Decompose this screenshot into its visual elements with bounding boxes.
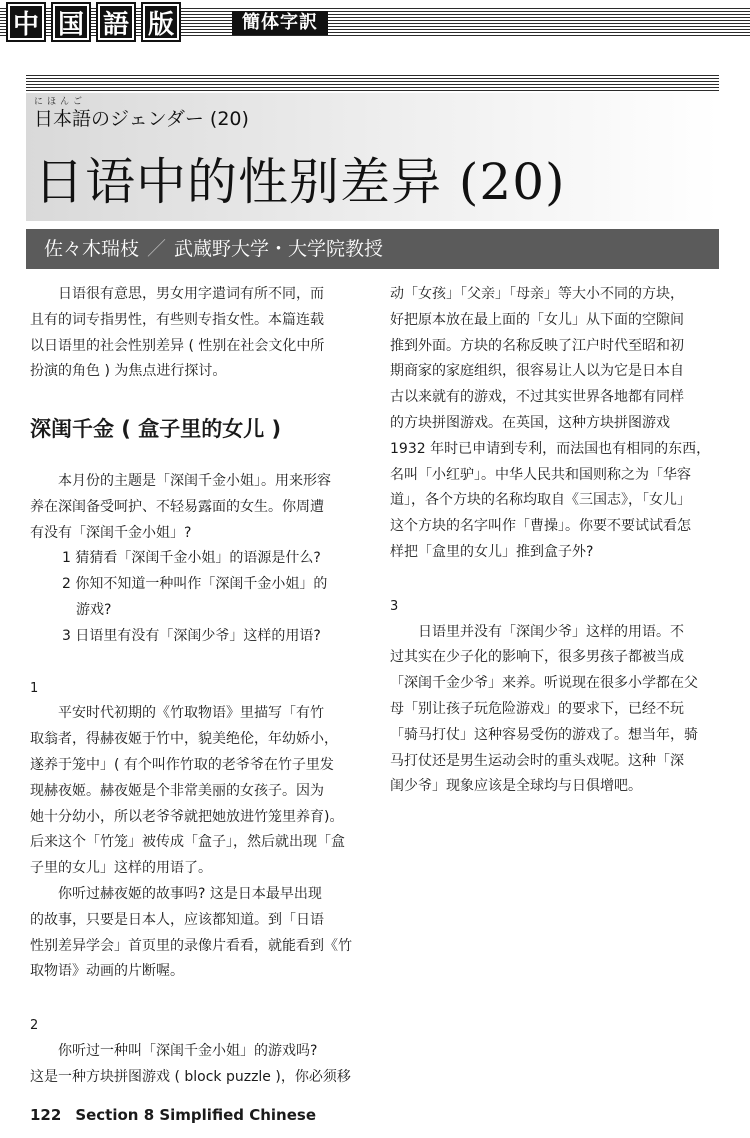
intro-paragraph bbox=[30, 282, 360, 385]
text-line: 马打仗还是男生运动会时的重头戏呢。这种「深 bbox=[390, 752, 684, 769]
footer-section-label: Section 8 Simplified Chinese bbox=[75, 1106, 316, 1124]
header-band bbox=[0, 0, 750, 44]
text-line: 「骑马打仗」这种容易受伤的游戏了。想当年，骑 bbox=[390, 726, 698, 743]
answer-1-paragraph bbox=[30, 701, 360, 882]
logo-char: 中 bbox=[6, 2, 46, 42]
question-3: 3 日语里有没有「深闺少爷」这样的用语? bbox=[62, 627, 321, 644]
japanese-subtitle: 日本語のジェンダー (20) bbox=[34, 108, 249, 130]
text-line: 古以来就有的游戏，不过其实世界各地都有同样 bbox=[390, 389, 684, 406]
text-line: 子里的女儿」这样的用语了。 bbox=[30, 860, 212, 877]
text-line: 闺少爷」现象应该是全球均与日俱增吧。 bbox=[390, 778, 642, 795]
logo-char: 国 bbox=[51, 2, 91, 42]
text-line: 取翁者，得赫夜姬于竹中，貌美绝伦，年幼娇小， bbox=[30, 731, 338, 748]
text-line: 取物语》动画的片断喔。 bbox=[30, 963, 184, 980]
topic-paragraph bbox=[30, 469, 360, 546]
furigana: にほんご bbox=[34, 97, 87, 107]
text-line: 推到外面。方块的名称反映了江户时代至昭和初 bbox=[390, 337, 684, 354]
author-name: 佐々木瑞枝 bbox=[44, 238, 140, 260]
page-number: 122 bbox=[30, 1106, 62, 1124]
text-line: 的故事，只要是日本人，应该都知道。到「日语 bbox=[30, 911, 324, 928]
section-number-3: 3 bbox=[390, 598, 399, 614]
text-line: 样把「盒里的女儿」推到盒子外? bbox=[390, 543, 594, 560]
question-2-continued: 游戏? bbox=[76, 601, 112, 618]
question-2: 2 你知不知道一种叫作「深闺千金小姐」的 bbox=[62, 576, 328, 593]
text-line: 她十分幼小，所以老爷爷就把她放进竹笼里养育)。 bbox=[30, 808, 344, 825]
section-heading: 深闺千金 ( 盒子里的女儿 ) bbox=[30, 417, 282, 442]
text-line: 你听过赫夜姬的故事吗? 这是日本最早出现 bbox=[58, 885, 322, 902]
section-label: 簡体字訳 bbox=[232, 11, 328, 35]
section-number-2: 2 bbox=[30, 1018, 39, 1034]
text-line: 道」，各个方块的名称均取自《三国志》，「女儿」 bbox=[390, 492, 691, 509]
text-line: 名叫「小红驴」。中华人民共和国则称之为「华容 bbox=[390, 466, 691, 483]
title-stripe-band bbox=[26, 75, 719, 93]
text-line: 性别差异学会」首页里的录像片看看，就能看到《竹 bbox=[30, 937, 352, 954]
page-title: 日语中的性别差异 (20) bbox=[34, 153, 566, 211]
text-line: 且有的词专指男性，有些则专指女性。本篇连载 bbox=[30, 311, 324, 328]
text-line: 过其实在少子化的影响下，很多男孩子都被当成 bbox=[390, 649, 684, 666]
text-line: 现赫夜姬。赫夜姬是个非常美丽的女孩子。因为 bbox=[30, 782, 324, 799]
text-line: 这个方块的名字叫作「曹操」。你要不要试试看怎 bbox=[390, 518, 691, 535]
text-line: 扮演的角色 ) 为焦点进行探讨。 bbox=[30, 363, 227, 380]
question-1: 1 猜猜看「深闺千金小姐」的语源是什么? bbox=[62, 550, 321, 567]
logo-char: 語 bbox=[96, 2, 136, 42]
text-line: 的方块拼图游戏。在英国，这种方块拼图游戏 bbox=[390, 414, 670, 431]
page-footer bbox=[30, 1106, 316, 1124]
text-line: 遂养于笼中」( 有个叫作竹取的老爷爷在竹子里发 bbox=[30, 756, 334, 773]
text-line: 养在深闺备受呵护、不轻易露面的女生。你周遭 bbox=[30, 498, 324, 515]
text-line: 后来这个「竹笼」被传成「盒子」，然后就出现「盒 bbox=[30, 834, 345, 851]
answer-2-continued-paragraph bbox=[390, 282, 722, 566]
author-separator: ／ bbox=[147, 238, 167, 260]
section-number-1: 1 bbox=[30, 680, 39, 696]
logo-char: 版 bbox=[141, 2, 181, 42]
text-line: 1932 年时已申请到专利，而法国也有相同的东西， bbox=[390, 440, 711, 457]
left-column bbox=[30, 282, 360, 1091]
text-line: 日语很有意思，男女用字遣词有所不同，而 bbox=[58, 286, 324, 302]
answer-1b-paragraph bbox=[30, 882, 360, 985]
text-line: 本月份的主题是「深闺千金小姐」。用来形容 bbox=[58, 472, 331, 489]
text-line: 母「别让孩子玩危险游戏」的要求下，已经不玩 bbox=[390, 700, 684, 717]
author-bar bbox=[26, 229, 719, 269]
text-line: 你听过一种叫「深闺千金小姐」的游戏吗? bbox=[58, 1042, 318, 1059]
answer-2-paragraph bbox=[30, 1039, 360, 1091]
edition-logo bbox=[6, 0, 181, 44]
question-list bbox=[30, 546, 360, 649]
text-line: 这是一种方块拼图游戏 ( block puzzle )，你必须移 bbox=[30, 1068, 351, 1085]
text-line: 动「女孩」「父亲」「母亲」等大小不同的方块， bbox=[390, 286, 684, 302]
text-line: 「深闺千金少爷」来养。听说现在很多小学都在父 bbox=[390, 675, 698, 692]
text-line: 期商家的家庭组织，很容易让人以为它是日本自 bbox=[390, 363, 684, 380]
author-affiliation: 武蔵野大学・大学院教授 bbox=[174, 238, 384, 260]
text-line: 平安时代初期的《竹取物语》里描写「有竹 bbox=[58, 705, 324, 722]
text-line: 以日语里的社会性别差异 ( 性别在社会文化中所 bbox=[30, 337, 325, 354]
text-line: 日语里并没有「深闺少爷」这样的用语。不 bbox=[418, 623, 684, 640]
text-line: 有没有「深闺千金小姐」? bbox=[30, 524, 192, 541]
text-line: 好把原本放在最上面的「女儿」从下面的空隙间 bbox=[390, 311, 684, 328]
answer-3-paragraph bbox=[390, 620, 722, 801]
right-column bbox=[390, 282, 722, 800]
